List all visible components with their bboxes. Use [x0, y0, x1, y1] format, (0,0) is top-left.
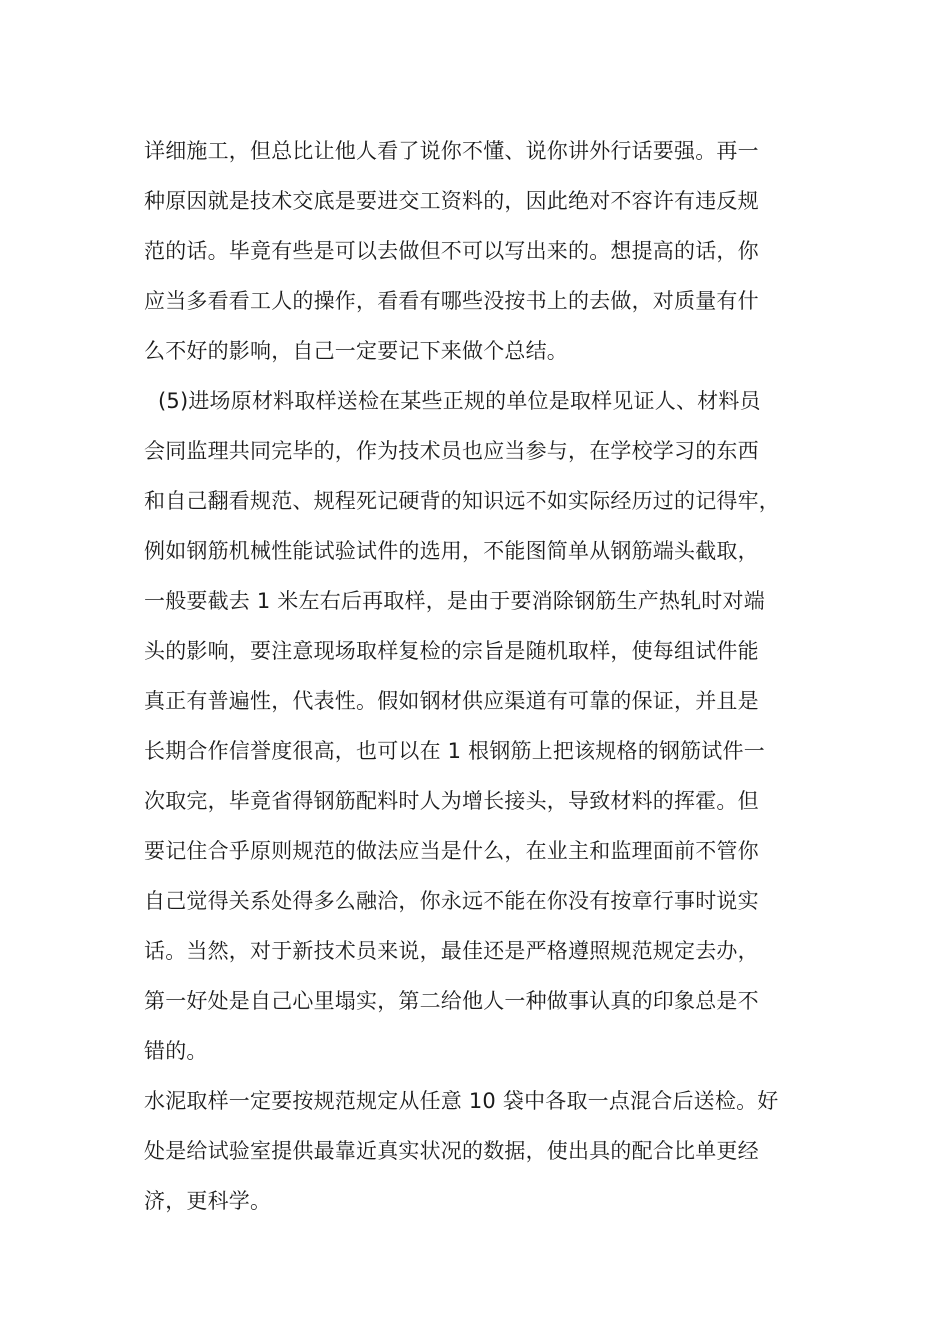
text-line: (5)进场原材料取样送检在某些正规的单位是取样见证人、材料员 [158, 389, 761, 413]
text-line: 应当多看看工人的操作，看看有哪些没按书上的去做，对质量有什 [144, 289, 759, 313]
text-line: 和自己翻看规范、规程死记硬背的知识远不如实际经历过的记得牢， [144, 489, 780, 513]
text-line: 要记住合乎原则规范的做法应当是什么，在业主和监理面前不管你 [144, 839, 759, 863]
body-text [144, 126, 824, 1226]
text-line: 详细施工，但总比让他人看了说你不懂、说你讲外行话要强。再一 [144, 139, 759, 163]
text-line: 范的话。毕竟有些是可以去做但不可以写出来的。想提高的话，你 [144, 239, 759, 263]
text-line: 济，更科学。 [144, 1189, 272, 1213]
text-line: 一般要截去 1 米左右后再取样，是由于要消除钢筋生产热轧时对端 [144, 589, 765, 613]
text-line: 真正有普遍性，代表性。假如钢材供应渠道有可靠的保证，并且是 [144, 689, 759, 713]
text-line: 话。当然，对于新技术员来说，最佳还是严格遵照规范规定去办， [144, 939, 759, 963]
text-line: 次取完，毕竟省得钢筋配料时人为增长接头，导致材料的挥霍。但 [144, 789, 759, 813]
text-line: 例如钢筋机械性能试验试件的选用，不能图简单从钢筋端头截取， [144, 539, 759, 563]
text-line: 第一好处是自己心里塌实，第二给他人一种做事认真的印象总是不 [144, 989, 759, 1013]
text-line: 自己觉得关系处得多么融洽，你永远不能在你没有按章行事时说实 [144, 889, 759, 913]
text-line: 错的。 [144, 1039, 208, 1063]
text-line: 会同监理共同完毕的，作为技术员也应当参与，在学校学习的东西 [144, 439, 759, 463]
text-line: 么不好的影响，自己一定要记下来做个总结。 [144, 339, 568, 363]
text-line: 头的影响，要注意现场取样复检的宗旨是随机取样，使每组试件能 [144, 639, 759, 663]
text-line: 种原因就是技术交底是要进交工资料的，因此绝对不容许有违反规 [144, 189, 759, 213]
text-line: 水泥取样一定要按规范规定从任意 10 袋中各取一点混合后送检。好 [144, 1089, 779, 1113]
text-line: 长期合作信誉度很高，也可以在 1 根钢筋上把该规格的钢筋试件一 [144, 739, 765, 763]
text-line: 处是给试验室提供最靠近真实状况的数据，使出具的配合比单更经 [144, 1139, 759, 1163]
